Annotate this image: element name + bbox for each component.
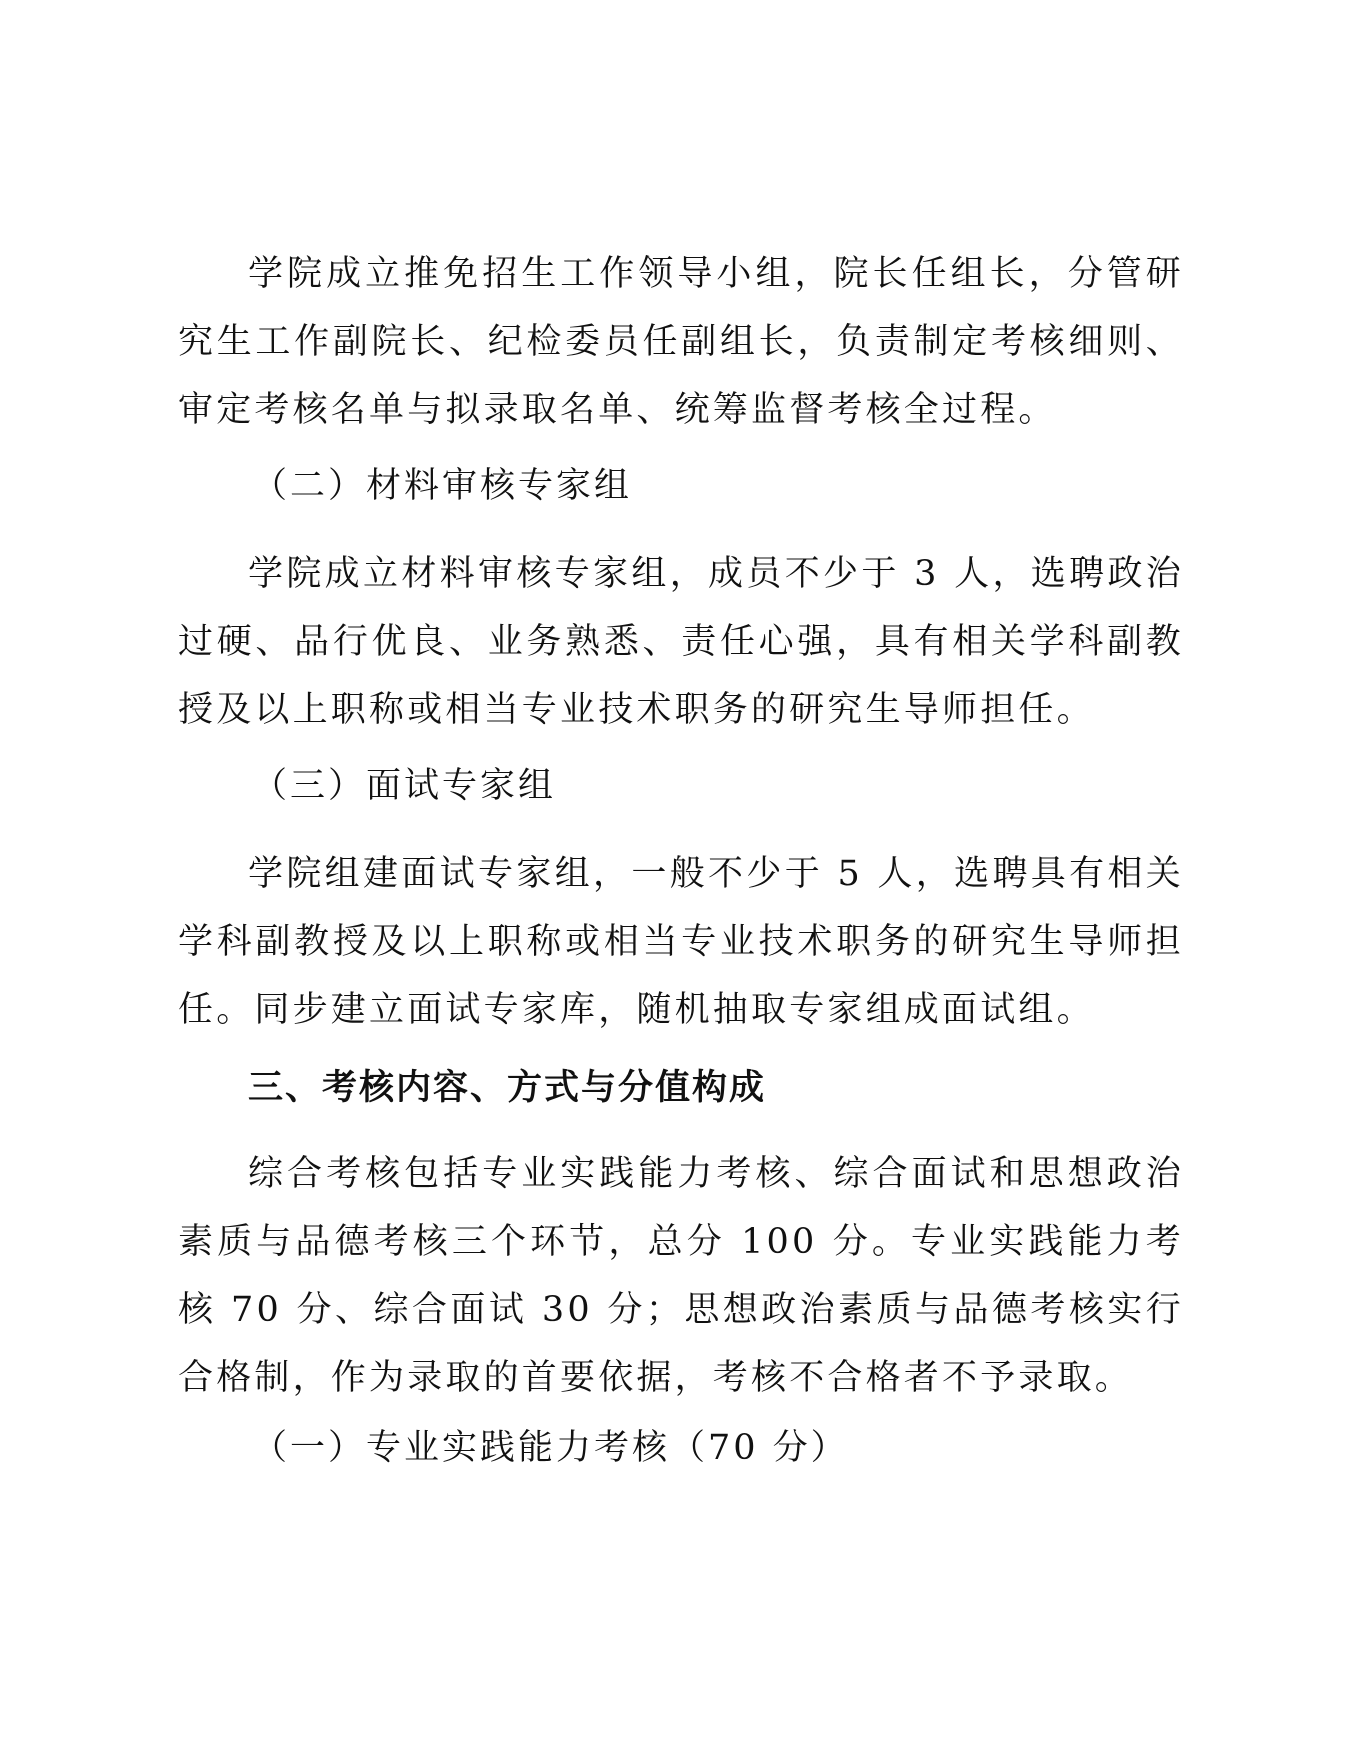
paragraph-interview-group: 学院组建面试专家组，一般不少于 5 人，选聘具有相关学科副教授及以上职称或相当专业技术职务的研究生导师担任。同步建立面试专家库，随机抽取专家组成面试组。 bbox=[178, 854, 1184, 1030]
section-heading-assessment: 三、考核内容、方式与分值构成 bbox=[248, 1068, 767, 1108]
paragraph-assessment-content: 综合考核包括专业实践能力考核、综合面试和思想政治素质与品德考核三个环节，总分 100 分。专业实践能力考核 70 分、综合面试 30 分；思想政治素质与品德考核实行合格制，作为录取的首要依据，考核不合格者不予录取。 bbox=[178, 1154, 1184, 1398]
paragraph-material-review-group: 学院成立材料审核专家组，成员不少于 3 人，选聘政治过硬、品行优良、业务熟悉、责任心强，具有相关学科副教授及以上职称或相当专业技术职务的研究生导师担任。 bbox=[178, 554, 1184, 730]
paragraph-leadership-group: 学院成立推免招生工作领导小组，院长任组长，分管研究生工作副院长、纪检委员任副组长，负责制定考核细则、审定考核名单与拟录取名单、统筹监督考核全过程。 bbox=[178, 254, 1184, 430]
heading-practice-assessment: （一）专业实践能力考核（70 分） bbox=[252, 1428, 849, 1468]
heading-material-review-group: （二）材料审核专家组 bbox=[252, 466, 633, 506]
heading-interview-group: （三）面试专家组 bbox=[252, 766, 557, 806]
